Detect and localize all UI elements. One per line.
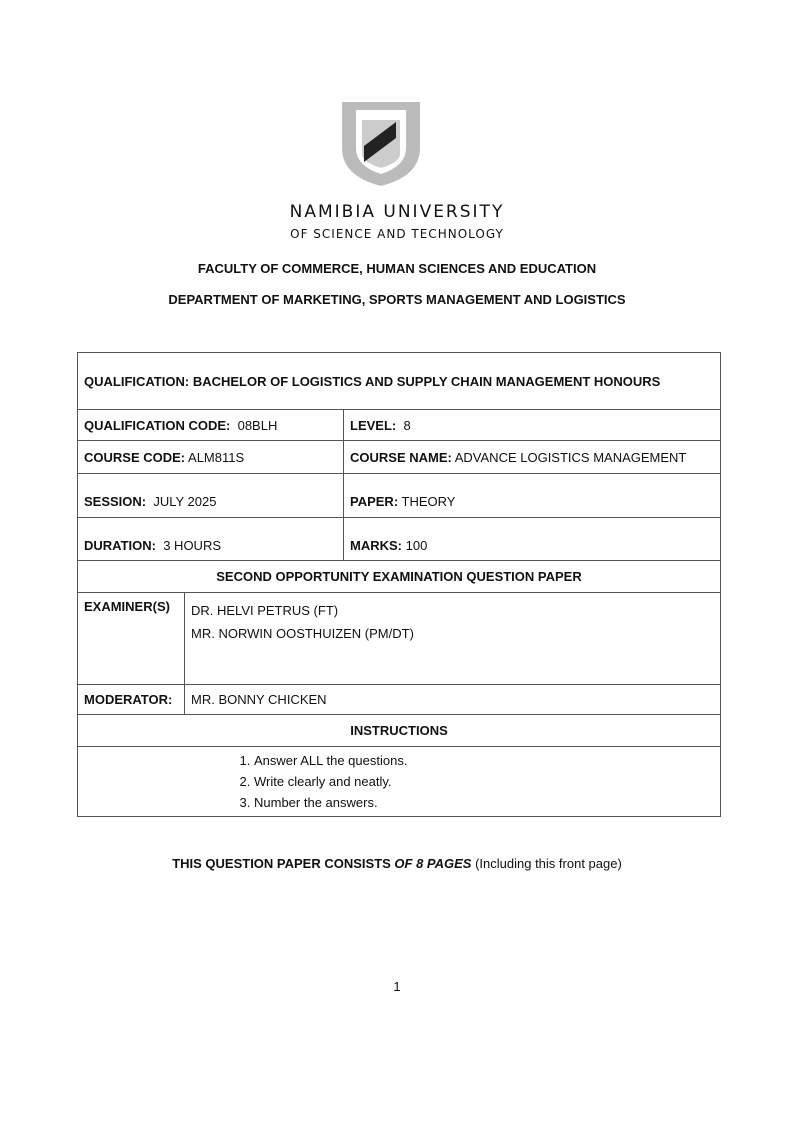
instruction-item: 1. Answer ALL the questions. xyxy=(254,750,714,771)
qualification-code-cell: QUALIFICATION CODE: 08BLH xyxy=(78,410,344,441)
university-logo-icon xyxy=(338,98,424,188)
course-code-cell: COURSE CODE: ALM811S xyxy=(78,441,344,474)
moderator-cell: MR. BONNY CHICKEN xyxy=(185,685,721,715)
university-subtitle: OF SCIENCE AND TECHNOLOGY xyxy=(290,227,504,241)
examiners-cell: DR. HELVI PETRUS (FT) MR. NORWIN OOSTHUIZEN (PM/DT) xyxy=(185,593,721,685)
moderator-label: MODERATOR: xyxy=(78,685,185,715)
instruction-item: 3. Number the answers. xyxy=(254,792,714,813)
instructions-list xyxy=(84,750,714,813)
examiner-label: EXAMINER(S) xyxy=(78,593,185,685)
marks-cell: MARKS: 100 xyxy=(344,518,721,561)
course-name-cell: COURSE NAME: ADVANCE LOGISTICS MANAGEMENT xyxy=(344,441,721,474)
exam-details-table xyxy=(77,352,721,817)
instructions-heading: INSTRUCTIONS xyxy=(78,715,721,747)
department-heading: DEPARTMENT OF MARKETING, SPORTS MANAGEMENT AND LOGISTICS xyxy=(168,292,626,307)
page-count-note: THIS QUESTION PAPER CONSISTS OF 8 PAGES (Including this front page) xyxy=(172,856,622,871)
faculty-heading: FACULTY OF COMMERCE, HUMAN SCIENCES AND EDUCATION xyxy=(197,261,597,276)
instructions-cell xyxy=(78,747,721,817)
session-cell: SESSION: JULY 2025 xyxy=(78,474,344,518)
level-cell: LEVEL: 8 xyxy=(344,410,721,441)
duration-cell: DURATION: 3 HOURS xyxy=(78,518,344,561)
qualification-cell: QUALIFICATION: BACHELOR OF LOGISTICS AND SUPPLY CHAIN MANAGEMENT HONOURS xyxy=(78,353,721,410)
paper-cell: PAPER: THEORY xyxy=(344,474,721,518)
instruction-item: 2. Write clearly and neatly. xyxy=(254,771,714,792)
page-number: 1 xyxy=(393,979,401,994)
exam-title: SECOND OPPORTUNITY EXAMINATION QUESTION PAPER xyxy=(78,561,721,593)
university-name: NAMIBIA UNIVERSITY xyxy=(289,202,505,222)
